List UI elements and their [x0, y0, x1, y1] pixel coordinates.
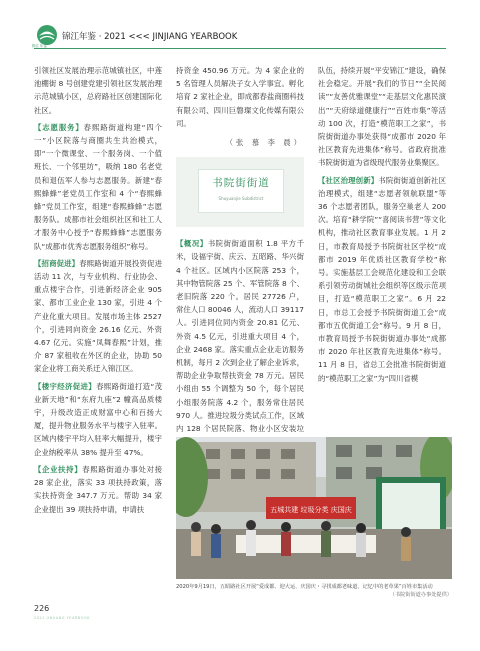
running-header-title: 锦江年鉴 · 2021 <<< JINJIANG YEARBOOK — [62, 32, 238, 42]
photo-credit: （书院街街道办事处提供） — [389, 592, 452, 598]
header-divider — [34, 48, 446, 49]
paragraph-text: 春熙路街道构建“四个一”小区院落与商圈共生共治模式，即“一个微课堂、一个服务岗、一个值班长、一个邻里坊”，吸纳 180 名老党员和退伍军人参与志愿服务。新建“春熙蜂蜂”老党员工作室和 4 个“春熙蜂蜂”党员工作室，组建“春熙蜂蜂”志愿服务队。成都市社会组织社区和社工人才服务中心授予“春熙蜂蜂”志愿服务队“成都市优秀志愿服务组织”称号。 — [34, 122, 162, 251]
section-subtitle: Shuyuanjie Subdistrict — [218, 196, 264, 202]
paragraph-text: 春熙路街道打造“茂业新天地”和“东府九座”2 幢高品质楼宇，升级改造正成财富中心和百扬大厦，提升物业服务水平与楼宇入驻率。区域内楼宇平均入驻率大幅提升，楼宇企业纳税率从 38% 提升至 47%。 — [34, 381, 162, 457]
text-column-1 — [34, 64, 162, 520]
paragraph — [176, 237, 304, 448]
page-number: 226 — [34, 604, 50, 613]
photo-caption-text: 2020年9月19日，五昭路社区开展“爱成都、迎大运、庆国庆・寻找成都老味道，记忆中的老草果”百姓市集活动 — [176, 584, 433, 590]
paragraph: 持资金 450.96 万元。为 4 家企业的 5 名管理人员解决子女入学事宜。孵化培育 2 家社企业，即成都春盐商圈科技有限公司、四川巨磐璨文化传媒有限公司。 — [176, 66, 304, 128]
photo-caption — [176, 583, 452, 599]
page-header — [0, 0, 480, 48]
section-heading: 【概况】 — [176, 239, 208, 249]
paragraph — [34, 257, 162, 376]
section-heading: 【企业扶持】 — [34, 464, 83, 474]
section-heading: 【社区治理创新】 — [318, 175, 379, 185]
paragraph-text: 春熙路街道办事处对接 28 家企业，落实 33 项扶持政策，落实扶持资金 347.7 万元。帮助 34 家企业提出 39 项扶持申请，申请扶 — [34, 464, 162, 514]
section-heading: 【楼宇经济促进】 — [34, 381, 97, 391]
section-heading: 【志愿服务】 — [34, 122, 84, 132]
section-heading: 【招商促进】 — [34, 258, 80, 268]
logo-text: 锦江年鉴 — [32, 44, 48, 48]
text-column-2 — [176, 64, 304, 452]
paragraph — [34, 380, 162, 459]
paragraph-text: 书院街街道创新社区治理模式，组建“志愿者领航联盟”等 36 个志愿者团队，服务空巢老人 200 次。培育“耕学院”“喜阅读书营”等文化机构，推动社区教育事业发展。1 月 2 日，市教育局授予书院街社区学校“成都市 2019 年优质社区教育学校”称号。实施基层工会规范化建设和工会联系引领劳动街城社会组织等区级示范项目，打造“模范职工之家”。6 月 22 日，市总工会授予书院街街道工会“成都市五优街道工会”称号。9 月 8 日，市教育局授予书院街街道办事处“成都市 2020 年社区教育先进集体”称号。11 月 8 日，省总工会批准书院街街道的“模范职工之家”为“四川省模 — [318, 175, 446, 383]
paragraph: 引领社区发展治理示范城镇社区，中莲池棚街 8 号创建党建引领社区发展治理示范城镇小区，总府路社区创建国际化社区。 — [34, 66, 162, 115]
paragraph — [34, 463, 162, 516]
event-photo-illustration — [176, 437, 452, 579]
paragraph — [318, 174, 446, 385]
section-title-box — [198, 169, 284, 213]
paragraph-text: 书院街街道面积 1.8 平方千米，设福宇街、庆云、五昭路、华兴街 4 个社区。区域内小区院落 253 个，其中物管院落 25 个、军管院落 8 个、老旧院落 220 个。居民 27726 户，常住人口 80046 人，流动人口 39117 人。引进同位同内资金 20.81 亿元、外资 4.5 亿元，引进重大项目 4 个，企业 2468 家。落实重点企业走访服务机制，每月 2 次到企业了解企业诉求，帮助企业争取帮扶资金 78 万元。居民小组由 55 个调整为 50 个，每个居民小组服务院落 4.2 个，服务常住居民 970 人。推进垃圾分类试点工作，区域内 128 个居民院落、物业小区安装垃 — [176, 239, 304, 434]
footer-subtitle: 2021 JINJIANG YEARBOOK — [34, 616, 90, 620]
section-title: 书院街街道 — [212, 177, 270, 190]
paragraph — [34, 121, 162, 253]
paragraph: 队伍，持续开展“平安锦江”建设，确保社会稳定。开展“我们的节日”“全民阅读”“友善优雅课堂”“走基层文化惠民演出”“天府绿道健康行”“百姓市集”等活动 100 次，打造“模范职工之家”，书院街街道办事处获得“成都市 2020 年社区教育先进集体”称号。省政府批准书院街街道为省级现代服务业集聚区。 — [318, 66, 446, 168]
paragraph-text: 春熙路街道开展投资促进活动 11 次，与专业机构、行业协会、重点楼宇合作，引进新经济企业 905 家、都市工业企业 130 家，引进 4 个产业化重大项目。发展市场主体 2527 个，引进同向资金 26.16 亿元、外资 4.67 亿元。实施“凤舞春熙”计划，推介 87 家租收在外区的企业，协助 50 家企业将工商关系迁入锦江区。 — [34, 258, 162, 374]
photo-banner-text: 五城共建 垃圾分类 庆国庆 — [270, 506, 352, 514]
event-photo — [176, 437, 452, 579]
author-byline: （张 慕 李 晨） — [225, 138, 304, 148]
section-title-card — [176, 157, 304, 227]
yearbook-logo — [34, 24, 60, 46]
text-column-3 — [318, 64, 446, 389]
